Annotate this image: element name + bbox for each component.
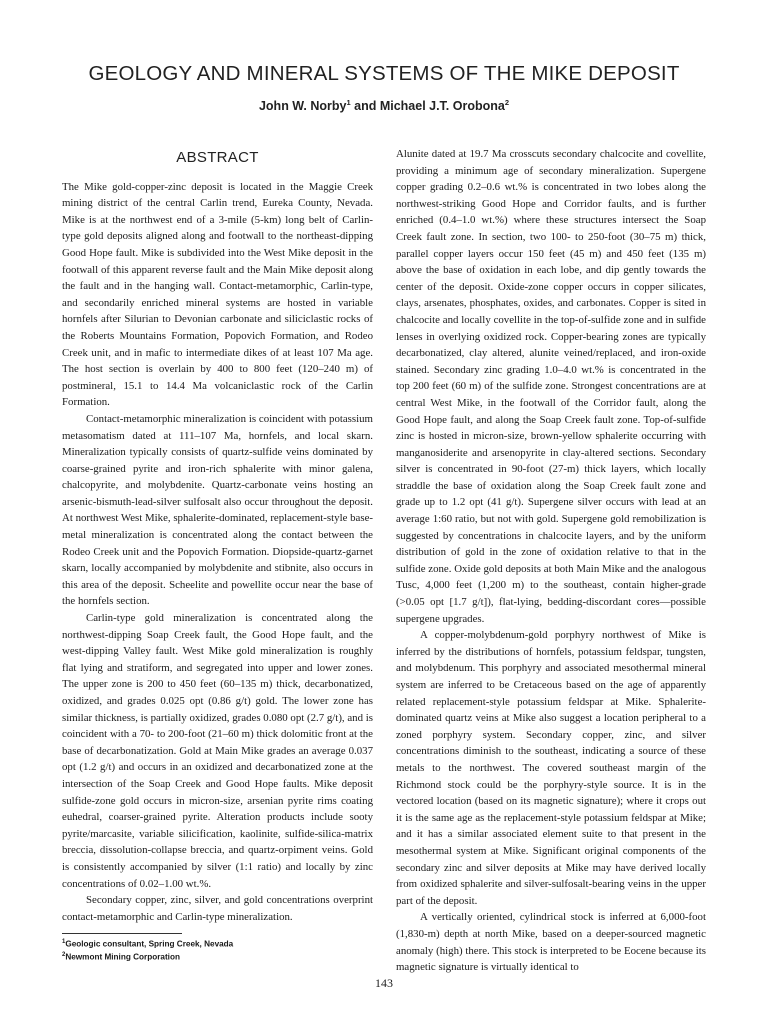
footnote bbox=[62, 937, 373, 950]
footnote bbox=[62, 950, 373, 963]
author-affiliation-mark: 1 bbox=[346, 98, 351, 107]
page-number: 143 bbox=[375, 976, 393, 990]
abstract-paragraph: Carlin-type gold mineralization is concentrated along the northwest-dipping Soap Creek fault, the Good Hope fault, and the west-dipping Valley fault. West Mike gold mineralization is roughly flat lying and stratiform, and segregated into upper and lower zones. The upper zone is 200 to 450 feet (60–135 m) thick, decarbonatized, oxidized, and grades 0.025 opt (0.86 g/t) gold. The lower zone has similar thickness, is partially oxidized, grades 0.080 opt (2.7 g/t), and is coincident with a 70- to 200-foot (21–60 m) thick dolomitic front at the base of decarbonatization. Gold at Main Mike grades an average 0.037 opt (1.2 g/t) and occurs in an oxidized and decarbonatized zone at the intersection of the Soap Creek and Good Hope faults. Mike deposit sulfide-zone gold occurs in micron-size, arsenian pyrite rims coating euhedral, coarser-grained pyrite. Alteration products include sooty pyrite/marcasite, variable silicification, kaolinite, sulfide-silica-matrix breccia, dissolution-collapse breccia, and quartz-orpiment veins. Gold is consistently accompanied by silver (1:1 ratio) and locally by zinc concentrations of 0.02–1.00 wt.%. bbox=[62, 612, 373, 890]
author-name: John W. Norby bbox=[258, 99, 347, 114]
left-column bbox=[62, 150, 373, 925]
footnote-text: Geologic consultant, Spring Creek, Nevada bbox=[65, 939, 234, 949]
author-affiliation-mark: 2 bbox=[504, 98, 510, 107]
author-line bbox=[0, 98, 768, 113]
abstract-paragraph: A copper-molybdenum-gold porphyry northwest of Mike is inferred by the distributions of hornfels, potassium feldspar, tungsten, and molybdenum. This porphyry and associated mesothermal mineral system are inferred to be Cretaceous based on the age of apparently related replacement-style potassium feldspar at Mike. Sphalerite-dominated quartz veins at Mike also suggest a location peripheral to a zoned porphyry system. Secondary copper, zinc, and silver concentrations diminish to the southeast, indicating a source of these metals to the northwest. The covered southeast margin of the Richmond stock could be the porphyry-style source. It is in the vectored location (based on its magnetic signature); where it crops out it is the same age as the replacement-style potassium feldspar at Mike; and it has a similar associated element suite to that present in the mesothermal system at Mike. Significant original components of the secondary zinc and silver deposits at Mike may have derived locally from oxidized sphalerite and silver-sulfosalt-bearing veins in the upper part of the deposit. bbox=[396, 629, 706, 907]
author-name: Michael J.T. Orobona bbox=[379, 99, 505, 114]
footnote-mark: 1 bbox=[62, 939, 66, 945]
paper-title: GEOLOGY AND MINERAL SYSTEMS OF THE MIKE DEPOSIT bbox=[88, 62, 680, 85]
footnotes bbox=[62, 933, 373, 962]
footnote-text: Newmont Mining Corporation bbox=[65, 952, 180, 962]
abstract-paragraph: Secondary copper, zinc, silver, and gold concentrations overprint contact-metamorphic and Carlin-type mineralization. bbox=[62, 894, 373, 923]
author-joiner: and bbox=[350, 99, 380, 114]
abstract-paragraph: The Mike gold-copper-zinc deposit is located in the Maggie Creek mining district of the central Carlin trend, Eureka County, Nevada. Mike is at the northwest end of a 3-mile (5-km) long belt of Carlin-type gold deposits aligned along and footwall to the northeast-dipping Good Hope fault. Mike is subdivided into the West Mike deposit in the footwall of this apparent reverse fault and the Main Mike deposit along the fault and in the hanging wall. Contact-metamorphic, Carlin-type, and secondarily enriched mineral systems are hosted in variable hornfels after Silurian to Devonian carbonate and siliciclastic rocks of the Roberts Mountains Formation, Popovich Formation, and Rodeo Creek unit, and in mafic to intermediate dikes of at least 107 Ma age. The host section is overlain by 400 to 800 feet (120–240 m) of postmineral, 15.1 to 14.4 Ma volcaniclastic rock of the Carlin Formation. bbox=[62, 180, 373, 409]
footnote-divider bbox=[62, 933, 182, 934]
footnote-mark: 2 bbox=[62, 951, 66, 958]
abstract-paragraph: A vertically oriented, cylindrical stock is inferred at 6,000-foot (1,830-m) depth at north Mike, based on a deeper-sourced magnetic anomaly (high) there. This stock is interpreted to be Eocene because its magnetic signature is virtually identical to bbox=[396, 911, 706, 974]
abstract-heading: ABSTRACT bbox=[176, 149, 259, 166]
abstract-paragraph: Alunite dated at 19.7 Ma crosscuts secondary chalcocite and covellite, providing a minimum age of secondary mineralization. Supergene copper grading 0.2–0.6 wt.% is concentrated in two lobes along the northwest-striking Good Hope and Corridor faults, and is further enriched (0.4–1.0 wt.%) where these structures intersect the Soap Creek fault zone. In section, two 100- to 250-foot (30–75 m) thick, parallel copper layers occur 150 feet (45 m) and 450 feet (135 m) above the base of oxidation in each lobe, and dip gently towards the center of the deposit. Oxide-zone copper occurs in copper silicates, clays, arsenates, phosphates, oxides, and carbonates. Copper is sited in chalcocite and locally covellite in the top-of-sulfide zone and in sulfide lenses in overlying oxidized rock. Copper-bearing zones are typically decarbonatized, clay altered, alunite veined/replaced, and iron-oxide stained. Secondary zinc grading 1.0–4.0 wt.% is concentrated in the top 200 feet (60 m) of the sulfide zone. Strongest concentrations are at central West Mike, in the footwall of the Corridor fault, along the Good Hope fault, and along the Soap Creek fault zone. Top-of-sulfide zinc is hosted in micron-size, brown-yellow sphalerite occurring with manganosiderite and arsenopyrite in clay-altered sections. Secondary silver is concentrated in 90-foot (27-m) thick layers, which locally straddle the base of oxidation along the Soap Creek fault zone and grade up to 1.2 opt (41 g/t). Supergene silver occurs with lead at an average 1:60 ratio, but not with gold. Supergene gold remobilization is suggested by concentrations in chalcocite layers, and by the uniform distribution of gold in the zone of oxidation relative to that in the sulfide zone. Oxide gold deposits at both Main Mike and the analogous Tusc, 4,000 feet (1,200 m) to the southeast, contain higher-grade (>0.05 opt [1.7 g/t]), flat-lying, bedding-discordant cores—possible supergene upgrades. bbox=[396, 148, 706, 625]
right-column bbox=[396, 146, 706, 976]
abstract-paragraph: Contact-metamorphic mineralization is coincident with potassium metasomatism dated at 111–107 Ma, hornfels, and local skarn. Mineralization typically consists of quartz-sulfide veins dominated by coarse-grained pyrite and iron-rich sphalerite with minor galena, chalcopyrite, and molybdenite. Quartz-carbonate veins hosting an arsenic-bismuth-lead-silver sulfosalt also occur throughout the deposit. At northwest West Mike, sphalerite-dominated, replacement-style base-metal mineralization is concentrated along the contact between the Rodeo Creek unit and the Popovich Formation. Diopside-quartz-garnet skarn, locally accompanied by molybdenite and stibnite, also occurs in this area of the deposit. Scheelite and powellite occur near the base of the hornfels section. bbox=[62, 412, 373, 608]
